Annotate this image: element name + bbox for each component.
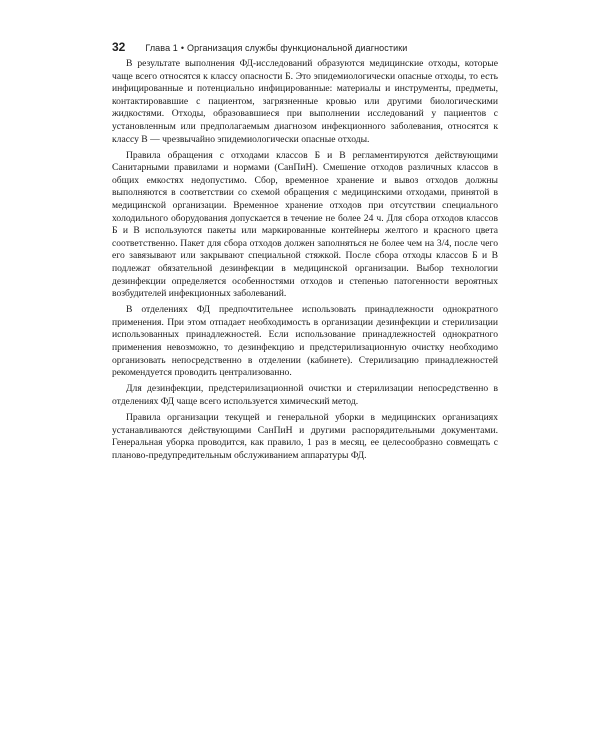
bullet-separator: • xyxy=(180,43,185,53)
paragraph-single-use-supplies: В отделениях ФД предпочтительнее использовать принадлежности однократного применения. При этом отпадает необходимость в организации дезинфекции и стерилизации использованных принадлежностей. Если использование принадлежностей однократного применения невозможно, то дезинфекцию и предстерилизационную очистку необходимо организовать непосредственно в отделении (кабинете). Стерилизацию принадлежностей рекомендуется проводить централизованно. xyxy=(112,304,498,379)
paragraph-waste-handling-rules: Правила обращения с отходами классов Б и В регламентируются действующими Санитарными правилами и нормами (СанПиН). Смешение отходов различных классов в общих емкостях недопустимо. Сбор, временное хранение и вывоз отходов должны выполняются в соответствии со схемой обращения с медицинскими отходами, принятой в медицинской организации. Временное хранение отходов при отсутствии специального холодильного оборудования допускается в течение не более 24 ч. Для сбора отходов классов Б и В используются пакеты или маркированные контейнеры желтого и красного цвета соответственно. Пакет для сбора отходов должен заполняться не более чем на 3/4, после чего его завязывают или закрывают специальной стяжкой. После сбора отходы классов Б и В подлежат обязательной дезинфекции в медицинской организации. Выбор технологии дезинфекции определяется особенностями отходов и степенью патогенности вероятных возбудителей инфекционных заболеваний. xyxy=(112,149,498,300)
chapter-label: Глава 1 xyxy=(145,43,178,53)
paragraph-medical-waste-classes: В результате выполнения ФД-исследований образуются медицинские отходы, которые чаще всего относятся к классу опасности Б. Это эпидемиологически опасные отходы, то есть инфицированные и потенциально инфицированные: материалы и инструменты, предметы, контактировавшие с пациентом, загрязненные кровью или другими биологическими жидкостями. Отходы, образовавшиеся при выполнении исследований у пациентов с установленным или предполагаемым диагнозом инфекционного заболевания, относятся к классу В — чрезвычайно эпидемиологически опасные отходы. xyxy=(112,58,498,145)
running-head xyxy=(112,40,498,56)
body-text xyxy=(112,58,498,462)
paragraph-cleaning-rules: Правила организации текущей и генеральной уборки в медицинских организациях устанавливаются действующими СанПиН и другими распорядительными документами. Генеральная уборка проводится, как правило, 1 раз в месяц, ее целесообразно совмещать с планово-предупредительным обслуживанием аппаратуры ФД. xyxy=(112,412,498,461)
book-page xyxy=(112,40,498,466)
page-number: 32 xyxy=(112,40,126,54)
paragraph-disinfection-method: Для дезинфекции, предстерилизационной очистки и стерилизации непосредственно в отделениях ФД чаще всего используется химический метод. xyxy=(112,383,498,407)
chapter-title: Организация службы функциональной диагностики xyxy=(187,43,408,53)
